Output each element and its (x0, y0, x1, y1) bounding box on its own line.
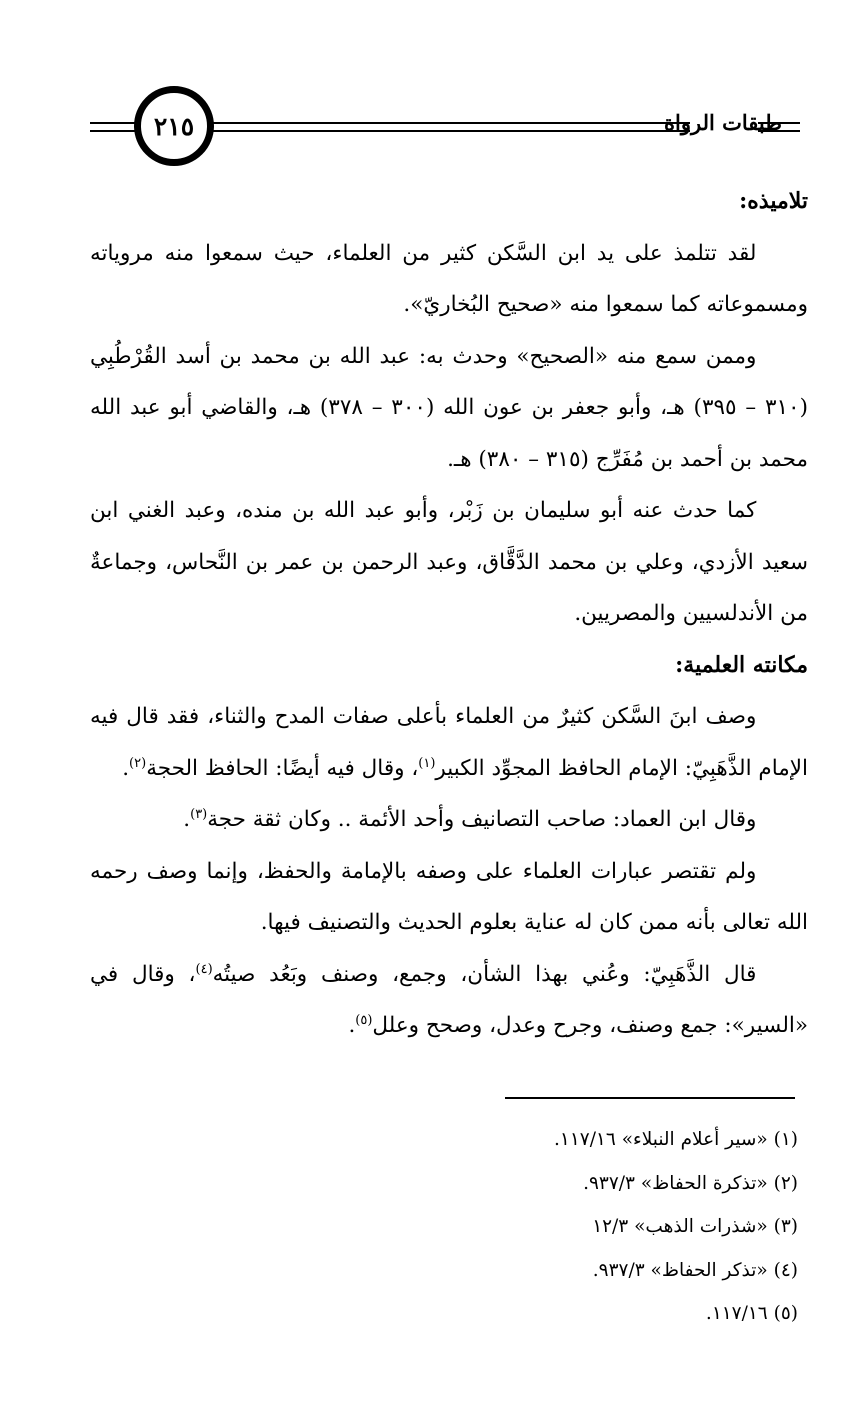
footnote-1: (١) «سير أعلام النبلاء» ١١٧/١٦. (554, 1129, 798, 1150)
paragraph-students-intro: لقد تتلمذ على يد ابن السَّكن كثير من العلماء، حيث سمعوا منه مروياته ومسموعاته كما سمعوا منه «صحيح البُخاريّ». (90, 240, 808, 317)
ibn-al-imad-text-b: . (183, 807, 191, 832)
dhahabi-text-a: قال الذَّهَبِيّ: وعُني بهذا الشأن، وجمع، وصنف وبَعُد صيتُه (212, 961, 757, 987)
heading-scholarly-status: مكانته العلمية: (675, 651, 808, 678)
footnote-separator (505, 1097, 795, 1099)
main-text (90, 176, 808, 1052)
paragraph-dhahabi-quote (90, 949, 808, 1052)
footnote-ref-1: (١) (418, 755, 436, 771)
paragraph-sahih-narrators: وممن سمع منه «الصحيح» وحدث به: عبد الله بن محمد بن أسد القُرْطُبِي (٣١٠ – ٣٩٥) هـ، وأبو جعفر بن عون الله (٣٠٠ – ٣٧٨) هـ، والقاضي أبو عبد الله محمد بن أحمد بن مُفَرِّج (٣١٥ – ٣٨٠) هـ. (90, 343, 808, 472)
footnote-ref-2: (٢) (129, 755, 147, 771)
running-title: طبقات الرواة (664, 110, 782, 135)
heading-students: تلاميذه: (739, 188, 808, 214)
ibn-al-imad-text-a: وقال ابن العماد: صاحب التصانيف وأحد الأئمة .. وكان ثقة حجة (207, 807, 757, 832)
header-rule-left (90, 122, 140, 132)
paragraph-other-narrators: كما حدث عنه أبو سليمان بن زَبْر، وأبو عبد الله بن منده، وعبد الغني ابن سعيد الأزدي، وعلي بن محمد الدَّقَّاق، وعبد الرحمن بن عمر بن النَّحاس، وجماعةٌ من الأندلسيين والمصريين. (90, 498, 808, 626)
page-number: ٢١٥ (153, 111, 195, 141)
footnotes (90, 1118, 808, 1336)
dhahabi-text-b: ، وقال في «السير»: جمع وصنف، وجرح وعدل، وصحح وعلل (90, 961, 808, 1038)
footnote-2: (٢) «تذكرة الحفاظ» ٩٣٧/٣. (583, 1172, 798, 1194)
paragraph-hadith-sciences: ولم تقتصر عبارات العلماء على وصفه بالإمامة والحفظ، وإنما وصف رحمه الله تعالى بأنه ممن كان له عناية بعلوم الحديث والتصنيف فيها. (90, 858, 808, 935)
footnote-ref-4: (٤) (195, 961, 213, 977)
dhahabi-text-c: . (348, 1013, 356, 1038)
footnote-5: (٥) ١١٧/١٦. (705, 1303, 798, 1324)
page-number-badge (134, 86, 214, 166)
footnote-ref-3: (٣) (190, 806, 208, 822)
paragraph-ibn-al-imad (90, 794, 808, 846)
praise-text-a: وصف ابنَ السَّكن كثيرٌ من العلماء بأعلى صفات المدح والثناء، فقد قال فيه الإمام الذَّهَبِيّ: الإمام الحافظ المجوِّد الكبير (90, 704, 808, 781)
paragraph-praise (90, 691, 808, 794)
praise-text-b: ، وقال فيه أيضًا: الحافظ الحجة (146, 755, 419, 781)
header-rule-middle (208, 122, 690, 132)
footnote-ref-5: (٥) (355, 1012, 373, 1028)
praise-text-c: . (122, 755, 130, 781)
footnote-4: (٤) «تذكر الحفاظ» ٩٣٧/٣. (592, 1259, 798, 1281)
footnote-3: (٣) «شذرات الذهب» ١٢/٣ (592, 1216, 798, 1237)
page-header (90, 86, 800, 172)
